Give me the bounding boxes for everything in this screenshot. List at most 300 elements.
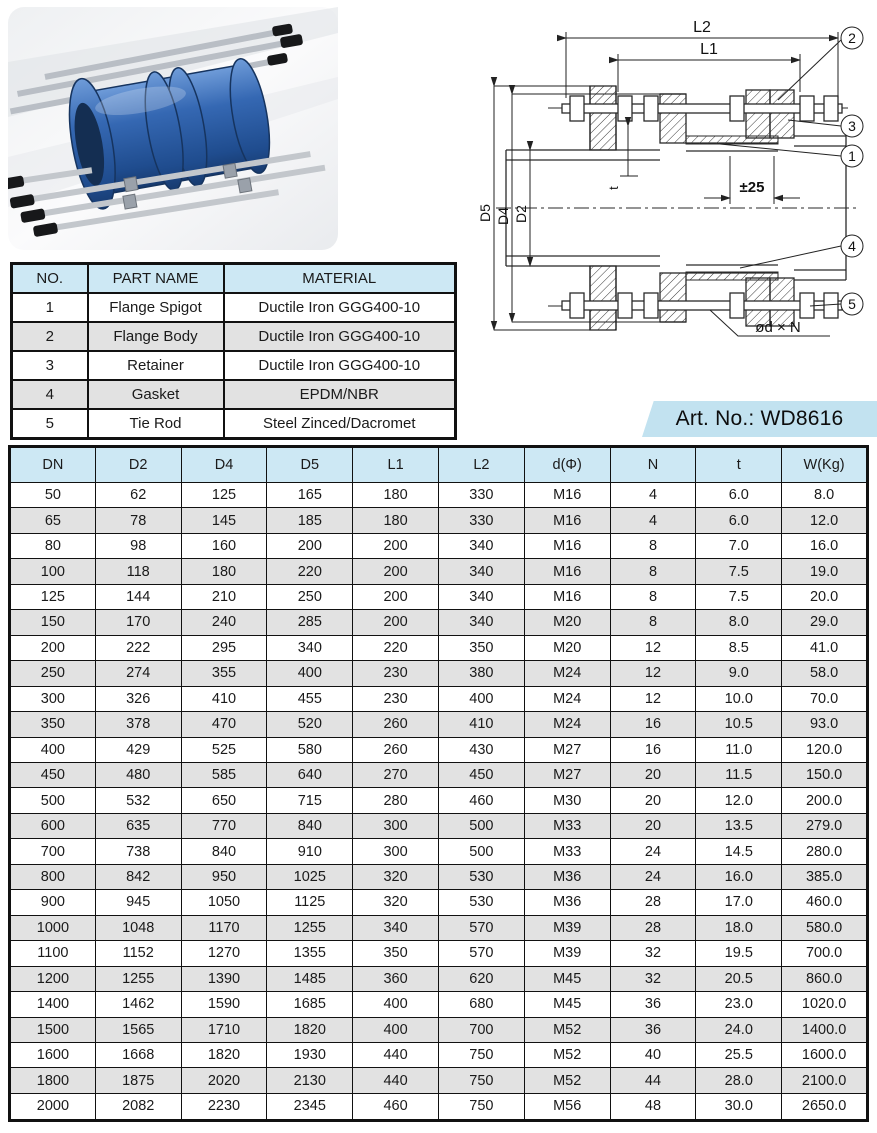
table-cell: 700 [438,1017,524,1042]
table-cell: 24 [610,839,696,864]
table-cell: 23.0 [696,992,782,1017]
table-cell: 300 [10,686,96,711]
table-row [10,941,868,966]
table-cell: 14.5 [696,839,782,864]
dimension-label-d5: D5 [478,204,493,222]
table-cell: 530 [438,890,524,915]
table-cell: 410 [181,686,267,711]
table-cell: 620 [438,966,524,991]
table-cell: 715 [267,788,353,813]
table-cell: 1200 [10,966,96,991]
table-row [12,351,456,380]
table-cell: 19.0 [782,559,868,584]
table-cell: 20 [610,788,696,813]
table-cell: 1930 [267,1042,353,1067]
table-cell: 378 [95,712,181,737]
table-cell: 1125 [267,890,353,915]
table-row [10,1093,868,1120]
table-cell: 16 [610,712,696,737]
table-cell: 10.0 [696,686,782,711]
table-row [10,737,868,762]
table-cell: 1590 [181,992,267,1017]
table-cell: Ductile Iron GGG400-10 [224,351,456,380]
dimension-table [8,445,869,1122]
table-cell: 220 [267,559,353,584]
table-cell: 36 [610,992,696,1017]
table-cell: 500 [438,813,524,838]
table-cell: 280.0 [782,839,868,864]
table-cell: 80 [10,533,96,558]
table-row [10,635,868,660]
table-cell: 430 [438,737,524,762]
table-cell: 1 [12,293,88,322]
table-cell: 1685 [267,992,353,1017]
table-cell: 1000 [10,915,96,940]
table-cell: 842 [95,864,181,889]
dim-header-d4: D4 [181,447,267,483]
table-cell: 500 [438,839,524,864]
parts-table [10,262,457,440]
table-cell: 20 [610,762,696,787]
table-cell: 12 [610,635,696,660]
table-row [12,293,456,322]
table-cell: 340 [438,533,524,558]
table-cell: 12 [610,686,696,711]
table-cell: 8.0 [782,483,868,508]
table-cell: M20 [524,610,610,635]
dim-header-l1: L1 [353,447,439,483]
table-cell: 360 [353,966,439,991]
table-cell: 185 [267,508,353,533]
table-row [10,584,868,609]
table-cell: 220 [353,635,439,660]
table-cell: 340 [267,635,353,660]
table-cell: 200.0 [782,788,868,813]
table-cell: 1390 [181,966,267,991]
table-row [10,864,868,889]
table-cell: 50 [10,483,96,508]
table-cell: M36 [524,890,610,915]
table-cell: 144 [95,584,181,609]
callout-5: 5 [848,296,856,312]
table-cell: 40 [610,1042,696,1067]
table-row [12,409,456,439]
table-cell: 4 [12,380,88,409]
table-cell: 62 [95,483,181,508]
table-cell: 460 [438,788,524,813]
dimension-label-d2: D2 [513,205,529,223]
table-row [10,915,868,940]
table-row [10,1068,868,1093]
table-cell: 200 [353,533,439,558]
table-cell: M16 [524,584,610,609]
table-cell: 6.0 [696,508,782,533]
table-cell: 1048 [95,915,181,940]
table-cell: 29.0 [782,610,868,635]
table-row [10,686,868,711]
table-cell: 340 [438,559,524,584]
table-cell: 480 [95,762,181,787]
table-cell: 180 [353,508,439,533]
table-row [10,890,868,915]
table-cell: 650 [181,788,267,813]
table-cell: 200 [353,559,439,584]
table-cell: 100 [10,559,96,584]
table-cell: 1355 [267,941,353,966]
table-cell: 1025 [267,864,353,889]
table-row [10,762,868,787]
table-cell: 460.0 [782,890,868,915]
dimension-label-tolerance: ±25 [739,179,765,196]
table-cell: 260 [353,737,439,762]
table-cell: 20 [610,813,696,838]
table-cell: 840 [181,839,267,864]
table-cell: 180 [181,559,267,584]
table-row [10,813,868,838]
table-cell: 440 [353,1068,439,1093]
table-cell: 170 [95,610,181,635]
table-cell: 8.0 [696,610,782,635]
table-cell: M24 [524,686,610,711]
dim-header-d5: D5 [267,447,353,483]
table-cell: M27 [524,737,610,762]
table-cell: 1600 [10,1042,96,1067]
table-cell: 1500 [10,1017,96,1042]
table-cell: 7.5 [696,559,782,584]
dimension-label-l2: L2 [693,19,711,36]
dim-header-dn: DN [10,447,96,483]
table-cell: M56 [524,1093,610,1120]
table-cell: 16.0 [696,864,782,889]
table-cell: 180 [353,483,439,508]
table-cell: 11.5 [696,762,782,787]
table-cell: M52 [524,1017,610,1042]
table-cell: 1485 [267,966,353,991]
table-cell: 270 [353,762,439,787]
table-cell: 44 [610,1068,696,1093]
table-cell: 840 [267,813,353,838]
table-cell: 210 [181,584,267,609]
table-cell: 326 [95,686,181,711]
table-cell: 222 [95,635,181,660]
table-row [10,483,868,508]
table-row [10,661,868,686]
table-cell: 429 [95,737,181,762]
table-cell: 274 [95,661,181,686]
table-cell: 2000 [10,1093,96,1120]
table-cell: 570 [438,941,524,966]
table-cell: 125 [10,584,96,609]
table-cell: 2345 [267,1093,353,1120]
dim-header-d: d(Φ) [524,447,610,483]
dim-header-d2: D2 [95,447,181,483]
table-cell: 145 [181,508,267,533]
table-cell: 78 [95,508,181,533]
table-cell: 400 [438,686,524,711]
dim-header-w: W(Kg) [782,447,868,483]
table-cell: 400 [353,992,439,1017]
table-cell: 8 [610,584,696,609]
table-cell: 2100.0 [782,1068,868,1093]
table-cell: 41.0 [782,635,868,660]
table-cell: 13.5 [696,813,782,838]
table-cell: 20.5 [696,966,782,991]
table-cell: 230 [353,686,439,711]
table-cell: 532 [95,788,181,813]
table-cell: M45 [524,966,610,991]
table-cell: 400 [10,737,96,762]
technical-drawing-image [478,8,870,352]
table-cell: 16.0 [782,533,868,558]
table-cell: 17.0 [696,890,782,915]
table-cell: 770 [181,813,267,838]
parts-table-body [12,293,456,439]
table-cell: 800 [10,864,96,889]
callout-4: 4 [848,238,856,254]
table-cell: 350 [438,635,524,660]
table-cell: 355 [181,661,267,686]
table-row [10,788,868,813]
table-cell: 1255 [95,966,181,991]
table-cell: 28.0 [696,1068,782,1093]
table-row [10,559,868,584]
table-cell: 455 [267,686,353,711]
table-cell: 1020.0 [782,992,868,1017]
table-cell: 32 [610,941,696,966]
table-cell: M24 [524,661,610,686]
table-cell: 385.0 [782,864,868,889]
table-cell: 25.5 [696,1042,782,1067]
table-cell: 340 [438,584,524,609]
table-row [10,533,868,558]
table-row [10,610,868,635]
table-cell: 12 [610,661,696,686]
table-cell: EPDM/NBR [224,380,456,409]
table-cell: 12.0 [696,788,782,813]
table-cell: M30 [524,788,610,813]
table-cell: 750 [438,1042,524,1067]
table-row [10,966,868,991]
art-number-badge [642,401,877,437]
table-cell: 1400 [10,992,96,1017]
table-cell: 70.0 [782,686,868,711]
table-cell: 32 [610,966,696,991]
table-cell: 750 [438,1068,524,1093]
table-cell: 1800 [10,1068,96,1093]
table-cell: 910 [267,839,353,864]
table-cell: 28 [610,890,696,915]
table-cell: 24.0 [696,1017,782,1042]
table-row [10,712,868,737]
table-cell: 350 [10,712,96,737]
table-cell: 460 [353,1093,439,1120]
table-cell: 450 [438,762,524,787]
table-row [10,1017,868,1042]
bolt-spec-label: ød × N [755,319,801,336]
table-cell: 10.5 [696,712,782,737]
table-cell: Ductile Iron GGG400-10 [224,293,456,322]
table-cell: M27 [524,762,610,787]
table-cell: 340 [438,610,524,635]
table-cell: 300 [353,813,439,838]
table-cell: 1152 [95,941,181,966]
table-cell: 58.0 [782,661,868,686]
callout-3: 3 [848,118,856,134]
table-cell: 150 [10,610,96,635]
table-cell: 440 [353,1042,439,1067]
table-cell: 945 [95,890,181,915]
table-cell: 585 [181,762,267,787]
table-cell: 200 [353,610,439,635]
parts-header-part-name: PART NAME [88,264,224,294]
table-cell: 400 [353,1017,439,1042]
table-cell: 520 [267,712,353,737]
table-cell: Flange Body [88,322,224,351]
table-cell: 2650.0 [782,1093,868,1120]
table-cell: 380 [438,661,524,686]
table-cell: 525 [181,737,267,762]
table-cell: 5 [12,409,88,439]
table-cell: 200 [267,533,353,558]
table-cell: 1875 [95,1068,181,1093]
table-cell: 450 [10,762,96,787]
table-cell: M16 [524,483,610,508]
table-cell: M33 [524,813,610,838]
table-cell: 350 [353,941,439,966]
table-cell: 8 [610,610,696,635]
table-cell: 2020 [181,1068,267,1093]
table-cell: 65 [10,508,96,533]
table-cell: 4 [610,508,696,533]
table-cell: M16 [524,508,610,533]
table-row [10,992,868,1017]
table-cell: 11.0 [696,737,782,762]
table-cell: 93.0 [782,712,868,737]
table-cell: 330 [438,508,524,533]
table-cell: 12.0 [782,508,868,533]
table-cell: 1255 [267,915,353,940]
table-cell: 950 [181,864,267,889]
callout-1: 1 [848,148,856,164]
table-cell: M24 [524,712,610,737]
table-cell: 738 [95,839,181,864]
product-photo-image [8,7,338,250]
table-cell: 16 [610,737,696,762]
table-cell: M36 [524,864,610,889]
table-cell: 230 [353,661,439,686]
art-number-label: Art. No.: WD8616 [675,407,844,430]
table-cell: 1170 [181,915,267,940]
table-cell: 600 [10,813,96,838]
table-cell: 150.0 [782,762,868,787]
table-cell: 2130 [267,1068,353,1093]
table-cell: 260 [353,712,439,737]
dimension-label-t: t [606,186,621,190]
table-cell: 470 [181,712,267,737]
table-cell: 400 [267,661,353,686]
product-photo [8,7,338,250]
table-cell: 36 [610,1017,696,1042]
dimension-label-l1: L1 [700,41,718,58]
table-cell: M39 [524,915,610,940]
table-row [10,1042,868,1067]
table-cell: 20.0 [782,584,868,609]
table-cell: 900 [10,890,96,915]
table-cell: Steel Zinced/Dacromet [224,409,456,439]
table-cell: 118 [95,559,181,584]
table-cell: Tie Rod [88,409,224,439]
table-cell: 640 [267,762,353,787]
table-cell: 750 [438,1093,524,1120]
parts-header-material: MATERIAL [224,264,456,294]
table-cell: 570 [438,915,524,940]
table-cell: 330 [438,483,524,508]
dimension-table-body [10,483,868,1121]
table-cell: 1400.0 [782,1017,868,1042]
table-cell: 8 [610,559,696,584]
parts-header-no: NO. [12,264,88,294]
table-cell: Ductile Iron GGG400-10 [224,322,456,351]
table-cell: 200 [353,584,439,609]
table-cell: 1820 [267,1017,353,1042]
table-cell: 1668 [95,1042,181,1067]
table-cell: 2230 [181,1093,267,1120]
table-cell: 1710 [181,1017,267,1042]
table-cell: 700.0 [782,941,868,966]
table-cell: 300 [353,839,439,864]
table-cell: 28 [610,915,696,940]
table-cell: Gasket [88,380,224,409]
table-cell: 250 [10,661,96,686]
table-cell: 9.0 [696,661,782,686]
table-cell: 125 [181,483,267,508]
table-cell: 8.5 [696,635,782,660]
table-cell: 2082 [95,1093,181,1120]
table-cell: Retainer [88,351,224,380]
table-cell: 120.0 [782,737,868,762]
table-row [12,322,456,351]
dimension-label-d4: D4 [495,207,511,225]
table-cell: M16 [524,559,610,584]
table-cell: M52 [524,1068,610,1093]
table-cell: 24 [610,864,696,889]
dim-header-n: N [610,447,696,483]
table-cell: 320 [353,864,439,889]
table-cell: 200 [10,635,96,660]
table-cell: 500 [10,788,96,813]
dim-header-t: t [696,447,782,483]
table-cell: M39 [524,941,610,966]
table-cell: 320 [353,890,439,915]
table-cell: 160 [181,533,267,558]
table-cell: 1600.0 [782,1042,868,1067]
parts-table-header-row [12,264,456,294]
table-cell: 7.5 [696,584,782,609]
table-cell: 860.0 [782,966,868,991]
table-cell: 700 [10,839,96,864]
dim-header-l2: L2 [438,447,524,483]
table-cell: 2 [12,322,88,351]
table-cell: 1050 [181,890,267,915]
table-cell: 285 [267,610,353,635]
table-cell: 635 [95,813,181,838]
table-cell: 340 [353,915,439,940]
callout-2: 2 [848,30,856,46]
table-cell: 680 [438,992,524,1017]
table-cell: 580 [267,737,353,762]
table-cell: M20 [524,635,610,660]
table-cell: 1820 [181,1042,267,1067]
